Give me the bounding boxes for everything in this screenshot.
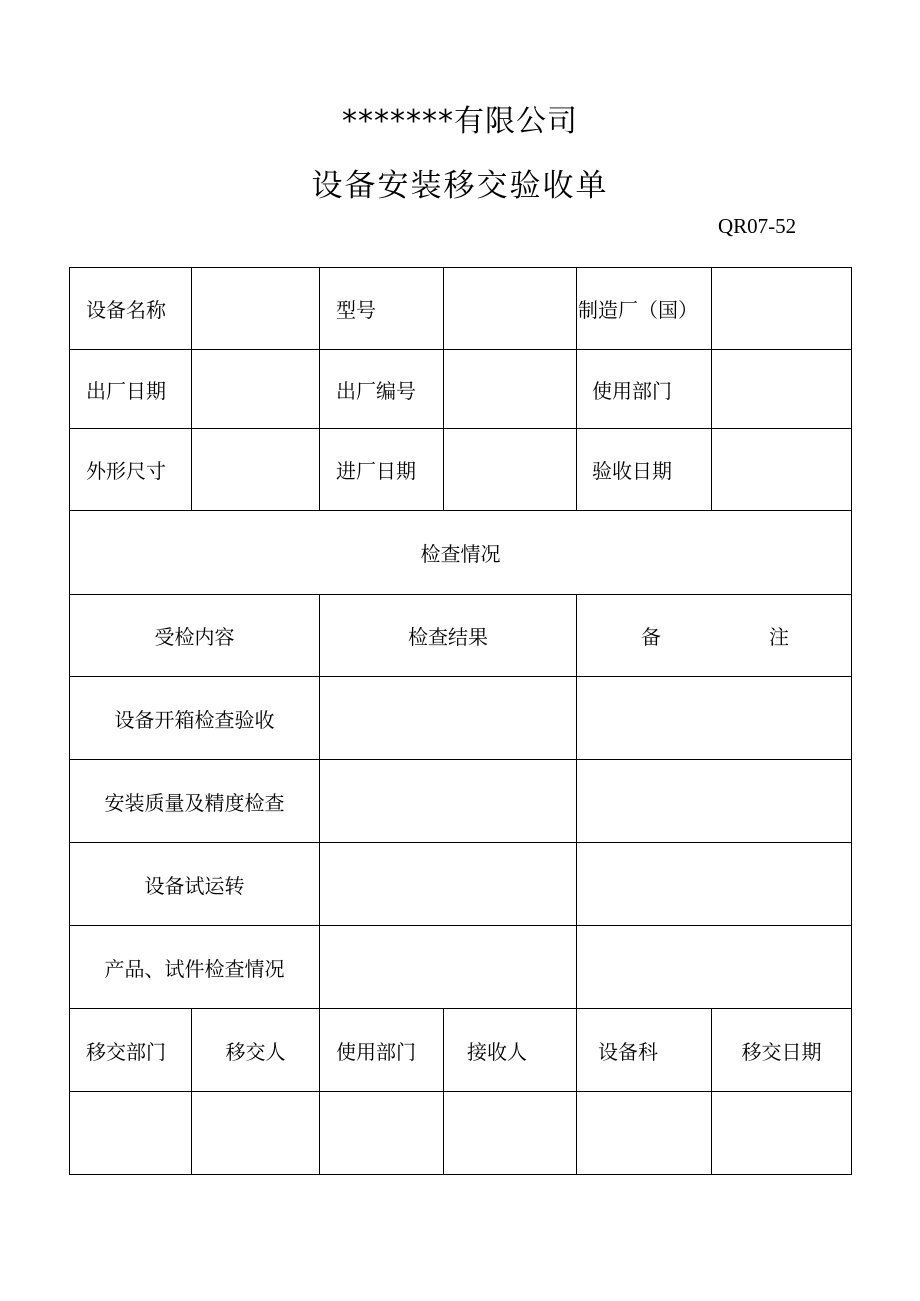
- table-row: [70, 595, 852, 677]
- table-row: [70, 677, 852, 760]
- inspection-item: 设备试运转: [70, 843, 320, 926]
- handover-person-label: 移交人: [192, 1009, 320, 1092]
- table-row: [70, 926, 852, 1009]
- table-row: [70, 1009, 852, 1092]
- acceptance-date-label: 验收日期: [577, 429, 712, 511]
- factory-date-field[interactable]: [192, 350, 320, 429]
- inspection-item: 产品、试件检查情况: [70, 926, 320, 1009]
- remarks-header-part-1: 备: [641, 625, 661, 649]
- inspection-item: 设备开箱检查验收: [70, 677, 320, 760]
- dimensions-label: 外形尺寸: [70, 429, 192, 511]
- inspection-item: 安装质量及精度检查: [70, 760, 320, 843]
- factory-number-label: 出厂编号: [320, 350, 444, 429]
- remarks-field[interactable]: [577, 843, 852, 926]
- equipment-section-field[interactable]: [577, 1092, 712, 1175]
- factory-number-field[interactable]: [444, 350, 577, 429]
- form-code: QR07-52: [718, 214, 797, 238]
- inspection-result-header: 检查结果: [320, 595, 577, 677]
- remarks-header: [577, 595, 852, 677]
- form-title: 设备安装移交验收单: [311, 168, 609, 204]
- model-field[interactable]: [444, 268, 577, 350]
- receiver-field[interactable]: [444, 1092, 577, 1175]
- equipment-name-label: 设备名称: [70, 268, 192, 350]
- model-label: 型号: [320, 268, 444, 350]
- equipment-section-label: 设备科: [577, 1009, 712, 1092]
- inspection-result-field[interactable]: [320, 677, 577, 760]
- handover-dept-label: 移交部门: [70, 1009, 192, 1092]
- handover-date-field[interactable]: [712, 1092, 852, 1175]
- company-name: *******有限公司: [342, 104, 578, 139]
- entry-date-field[interactable]: [444, 429, 577, 511]
- remarks-header-part-2: 注: [769, 625, 789, 649]
- entry-date-label: 进厂日期: [320, 429, 444, 511]
- table-row: [70, 511, 852, 595]
- manufacturer-field[interactable]: [712, 268, 852, 350]
- receiver-label: 接收人: [444, 1009, 577, 1092]
- dimensions-field[interactable]: [192, 429, 320, 511]
- acceptance-date-field[interactable]: [712, 429, 852, 511]
- remarks-field[interactable]: [577, 677, 852, 760]
- inspection-result-field[interactable]: [320, 760, 577, 843]
- use-dept-field[interactable]: [320, 1092, 444, 1175]
- remarks-field[interactable]: [577, 926, 852, 1009]
- inspection-section-title: 检查情况: [70, 511, 852, 595]
- manufacturer-label: 制造厂（国）: [577, 268, 712, 350]
- table-row: [70, 843, 852, 926]
- table-row: [70, 760, 852, 843]
- table-row: [70, 1092, 852, 1175]
- acceptance-form-table: [69, 267, 852, 1175]
- table-row: [70, 350, 852, 429]
- user-dept-field[interactable]: [712, 350, 852, 429]
- handover-person-field[interactable]: [192, 1092, 320, 1175]
- table-row: [70, 429, 852, 511]
- table-row: [70, 268, 852, 350]
- factory-date-label: 出厂日期: [70, 350, 192, 429]
- inspection-content-header: 受检内容: [70, 595, 320, 677]
- inspection-result-field[interactable]: [320, 843, 577, 926]
- use-dept-label: 使用部门: [320, 1009, 444, 1092]
- remarks-field[interactable]: [577, 760, 852, 843]
- equipment-name-field[interactable]: [192, 268, 320, 350]
- inspection-result-field[interactable]: [320, 926, 577, 1009]
- user-dept-label: 使用部门: [577, 350, 712, 429]
- handover-date-label: 移交日期: [712, 1009, 852, 1092]
- handover-dept-field[interactable]: [70, 1092, 192, 1175]
